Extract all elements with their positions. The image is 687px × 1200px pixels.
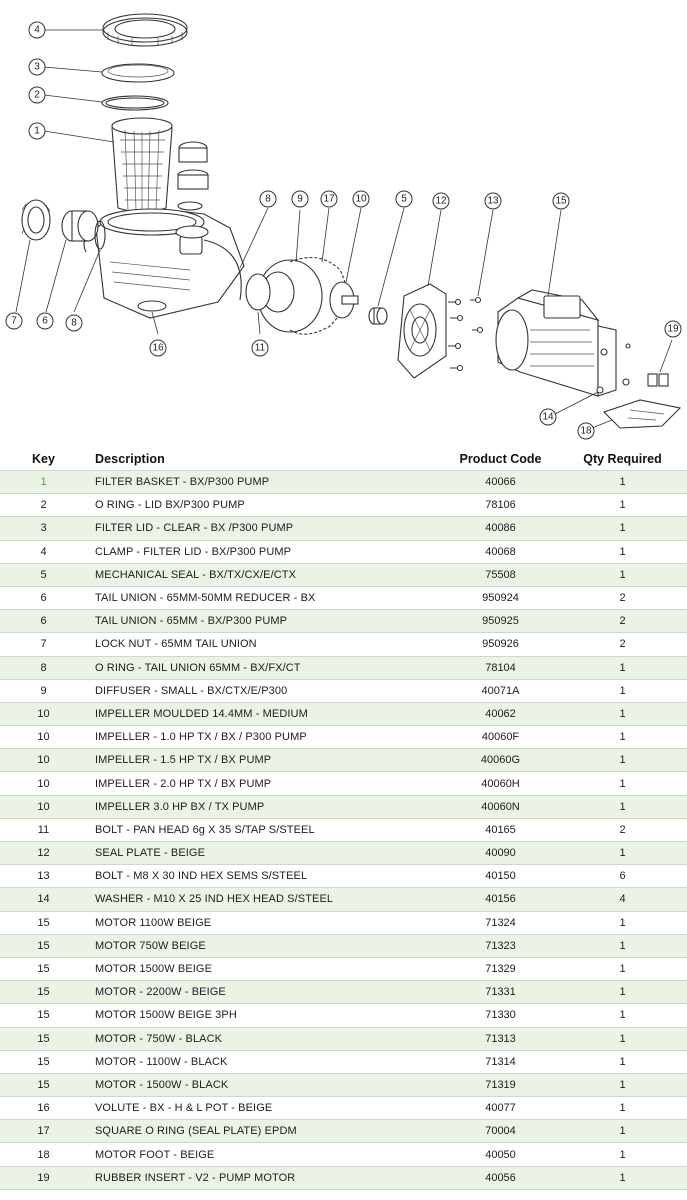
table-row xyxy=(0,1119,687,1142)
cell-key: 10 xyxy=(37,800,50,813)
parts-table xyxy=(0,447,687,1190)
cell-key: 5 xyxy=(40,568,47,581)
cell-key: 15 xyxy=(37,1078,50,1091)
cell-product-code: 40060H xyxy=(481,777,520,790)
cell-description: MOTOR - 1100W - BLACK xyxy=(95,1055,228,1068)
cell-product-code: 40062 xyxy=(485,707,516,720)
cell-description: O RING - LID BX/P300 PUMP xyxy=(95,499,245,512)
cell-key: 16 xyxy=(37,1102,50,1115)
cell-key: 15 xyxy=(37,1009,50,1022)
cell-key: 15 xyxy=(37,963,50,976)
cell-product-code: 40090 xyxy=(485,847,516,860)
cell-qty: 1 xyxy=(619,847,626,860)
cell-key: 17 xyxy=(37,1125,50,1138)
table-row xyxy=(0,656,687,679)
cell-key: 12 xyxy=(37,847,50,860)
table-row xyxy=(0,609,687,632)
cell-key: 6 xyxy=(40,592,47,605)
cell-qty: 1 xyxy=(619,963,626,976)
part-filter-lid xyxy=(102,64,174,82)
svg-text:6: 6 xyxy=(42,315,48,327)
callout-2 xyxy=(29,87,45,103)
callout-13 xyxy=(485,193,501,209)
cell-description: CLAMP - FILTER LID - BX/P300 PUMP xyxy=(95,545,292,558)
table-row xyxy=(0,980,687,1003)
svg-text:3: 3 xyxy=(34,61,40,73)
parts-table-header xyxy=(0,447,687,470)
callout-17 xyxy=(321,191,337,207)
svg-text:19: 19 xyxy=(667,323,679,335)
table-row xyxy=(0,748,687,771)
callout-14 xyxy=(540,409,556,425)
table-row xyxy=(0,1050,687,1073)
cell-product-code: 950924 xyxy=(482,592,519,605)
part-filter-basket xyxy=(112,118,172,212)
part-diffuser xyxy=(246,260,322,332)
callout-8-left xyxy=(66,315,82,331)
cell-description: MOTOR 1100W BEIGE xyxy=(95,916,212,929)
cell-qty: 1 xyxy=(619,1125,626,1138)
callout-6 xyxy=(37,313,53,329)
callout-16 xyxy=(150,340,166,356)
table-row xyxy=(0,934,687,957)
cell-description: IMPELLER MOULDED 14.4MM - MEDIUM xyxy=(95,707,308,720)
callout-10 xyxy=(353,191,369,207)
svg-text:13: 13 xyxy=(487,195,499,207)
cell-key: 10 xyxy=(37,777,50,790)
cell-qty: 2 xyxy=(619,638,626,651)
table-row xyxy=(0,1096,687,1119)
svg-text:7: 7 xyxy=(11,315,17,327)
table-row xyxy=(0,679,687,702)
callout-15 xyxy=(553,193,569,209)
callout-5 xyxy=(396,191,412,207)
cell-description: MOTOR - 750W - BLACK xyxy=(95,1032,223,1045)
cell-key: 10 xyxy=(37,754,50,767)
cell-product-code: 71323 xyxy=(485,939,516,952)
table-row xyxy=(0,864,687,887)
part-mechanical-seal xyxy=(369,308,387,324)
cell-product-code: 71331 xyxy=(485,986,516,999)
cell-qty: 1 xyxy=(619,568,626,581)
cell-description: VOLUTE - BX - H & L POT - BEIGE xyxy=(95,1102,273,1115)
cell-qty: 1 xyxy=(619,522,626,535)
cell-product-code: 78106 xyxy=(485,499,516,512)
svg-text:14: 14 xyxy=(542,411,554,423)
cell-description: SEAL PLATE - BEIGE xyxy=(95,847,206,860)
cell-product-code: 71329 xyxy=(485,963,516,976)
part-bolts xyxy=(448,298,483,371)
cell-key: 1 xyxy=(40,476,47,489)
cell-qty: 1 xyxy=(619,939,626,952)
table-row xyxy=(0,1142,687,1165)
cell-qty: 2 xyxy=(619,615,626,628)
table-row xyxy=(0,1073,687,1096)
svg-text:17: 17 xyxy=(323,193,335,205)
cell-product-code: 40086 xyxy=(485,522,516,535)
cell-description: WASHER - M10 X 25 IND HEX HEAD S/STEEL xyxy=(95,893,334,906)
cell-product-code: 950926 xyxy=(482,638,519,651)
table-row xyxy=(0,771,687,794)
header-description: Description xyxy=(95,451,165,466)
cell-product-code: 40156 xyxy=(485,893,516,906)
cell-description: BOLT - M8 X 30 IND HEX SEMS S/STEEL xyxy=(95,870,308,883)
cell-description: DIFFUSER - SMALL - BX/CTX/E/P300 xyxy=(95,684,288,697)
part-seal-plate xyxy=(398,284,446,378)
cell-qty: 1 xyxy=(619,916,626,929)
cell-qty: 4 xyxy=(619,893,626,906)
svg-text:2: 2 xyxy=(34,89,40,101)
cell-key: 14 xyxy=(37,893,50,906)
cell-product-code: 78104 xyxy=(485,661,516,674)
cell-key: 10 xyxy=(37,731,50,744)
table-row xyxy=(0,632,687,655)
cell-key: 2 xyxy=(40,499,47,512)
part-tail-union xyxy=(62,211,98,241)
cell-description: MOTOR 1500W BEIGE xyxy=(95,963,213,976)
cell-key: 18 xyxy=(37,1148,50,1161)
cell-qty: 1 xyxy=(619,1032,626,1045)
cell-key: 6 xyxy=(40,615,47,628)
table-row xyxy=(0,702,687,725)
svg-text:11: 11 xyxy=(254,342,266,354)
svg-text:9: 9 xyxy=(297,193,303,205)
table-row xyxy=(0,586,687,609)
table-row xyxy=(0,725,687,748)
part-clamp-filter-lid xyxy=(103,14,187,46)
cell-description: MOTOR - 1500W - BLACK xyxy=(95,1078,229,1091)
cell-qty: 1 xyxy=(619,1009,626,1022)
header-key: Key xyxy=(32,451,55,466)
svg-text:5: 5 xyxy=(401,193,407,205)
cell-description: FILTER LID - CLEAR - BX /P300 PUMP xyxy=(95,522,294,535)
cell-product-code: 40060G xyxy=(480,754,521,767)
cell-description: SQUARE O RING (SEAL PLATE) EPDM xyxy=(95,1125,297,1138)
exploded-pump-diagram xyxy=(0,0,687,445)
cell-product-code: 40165 xyxy=(485,823,516,836)
cell-description: O RING - TAIL UNION 65MM - BX/FX/CT xyxy=(95,661,301,674)
part-motor xyxy=(496,290,630,396)
part-impeller xyxy=(330,282,358,318)
cell-product-code: 71313 xyxy=(485,1032,516,1045)
cell-qty: 1 xyxy=(619,1055,626,1068)
table-row xyxy=(0,887,687,910)
cell-key: 15 xyxy=(37,986,50,999)
parts-table-body xyxy=(0,470,687,1190)
cell-description: MOTOR 750W BEIGE xyxy=(95,939,206,952)
cell-description: MOTOR 1500W BEIGE 3PH xyxy=(95,1009,237,1022)
callout-12 xyxy=(433,193,449,209)
cell-description: TAIL UNION - 65MM-50MM REDUCER - BX xyxy=(95,592,316,605)
cell-product-code: 75508 xyxy=(485,568,516,581)
cell-key: 9 xyxy=(40,684,47,697)
cell-description: MOTOR FOOT - BEIGE xyxy=(95,1148,215,1161)
cell-qty: 1 xyxy=(619,545,626,558)
svg-text:1: 1 xyxy=(34,125,40,137)
table-row xyxy=(0,841,687,864)
svg-text:15: 15 xyxy=(555,195,567,207)
cell-key: 4 xyxy=(40,545,47,558)
cell-key: 15 xyxy=(37,1055,50,1068)
part-rubber-insert xyxy=(648,374,668,386)
cell-product-code: 40077 xyxy=(485,1102,516,1115)
cell-key: 15 xyxy=(37,1032,50,1045)
callout-11 xyxy=(252,340,268,356)
cell-qty: 1 xyxy=(619,986,626,999)
part-o-ring-lid xyxy=(102,96,168,110)
cell-key: 15 xyxy=(37,916,50,929)
cell-product-code: 71319 xyxy=(485,1078,516,1091)
cell-product-code: 71330 xyxy=(485,1009,516,1022)
cell-description: MECHANICAL SEAL - BX/TX/CX/E/CTX xyxy=(95,568,297,581)
cell-description: MOTOR - 2200W - BEIGE xyxy=(95,986,226,999)
part-lock-nut xyxy=(22,200,50,240)
table-row xyxy=(0,1166,687,1189)
cell-qty: 1 xyxy=(619,777,626,790)
svg-text:12: 12 xyxy=(435,195,447,207)
cell-qty: 1 xyxy=(619,731,626,744)
svg-text:4: 4 xyxy=(34,24,40,36)
cell-description: TAIL UNION - 65MM - BX/P300 PUMP xyxy=(95,615,288,628)
svg-text:18: 18 xyxy=(580,425,592,437)
cell-description: RUBBER INSERT - V2 - PUMP MOTOR xyxy=(95,1171,296,1184)
cell-description: FILTER BASKET - BX/P300 PUMP xyxy=(95,476,270,489)
part-drain-fittings xyxy=(178,142,208,210)
cell-product-code: 71314 xyxy=(485,1055,516,1068)
cell-description: LOCK NUT - 65MM TAIL UNION xyxy=(95,638,257,651)
cell-product-code: 40150 xyxy=(485,870,516,883)
cell-key: 8 xyxy=(40,661,47,674)
callout-4 xyxy=(29,22,45,38)
cell-qty: 1 xyxy=(619,499,626,512)
header-product-code: Product Code xyxy=(459,451,542,466)
cell-qty: 1 xyxy=(619,476,626,489)
callout-9 xyxy=(292,191,308,207)
svg-text:8: 8 xyxy=(71,317,77,329)
cell-qty: 6 xyxy=(619,870,626,883)
svg-text:10: 10 xyxy=(355,193,367,205)
cell-product-code: 70004 xyxy=(485,1125,516,1138)
cell-qty: 1 xyxy=(619,1171,626,1184)
table-row xyxy=(0,1027,687,1050)
cell-product-code: 40060N xyxy=(481,800,520,813)
cell-key: 19 xyxy=(37,1171,50,1184)
cell-qty: 1 xyxy=(619,800,626,813)
cell-product-code: 40050 xyxy=(485,1148,516,1161)
cell-qty: 1 xyxy=(619,684,626,697)
cell-key: 10 xyxy=(37,707,50,720)
cell-product-code: 40060F xyxy=(481,731,520,744)
cell-product-code: 71324 xyxy=(485,916,516,929)
cell-qty: 1 xyxy=(619,1078,626,1091)
cell-key: 7 xyxy=(40,638,47,651)
cell-qty: 1 xyxy=(619,661,626,674)
cell-product-code: 40066 xyxy=(485,476,516,489)
svg-text:8: 8 xyxy=(265,193,271,205)
cell-description: IMPELLER - 1.0 HP TX / BX / P300 PUMP xyxy=(95,731,307,744)
cell-description: IMPELLER 3.0 HP BX / TX PUMP xyxy=(95,800,265,813)
cell-product-code: 40071A xyxy=(481,684,520,697)
cell-qty: 1 xyxy=(619,1102,626,1115)
table-row xyxy=(0,563,687,586)
table-row xyxy=(0,795,687,818)
cell-description: IMPELLER - 2.0 HP TX / BX PUMP xyxy=(95,777,272,790)
callout-1 xyxy=(29,123,45,139)
cell-description: IMPELLER - 1.5 HP TX / BX PUMP xyxy=(95,754,272,767)
svg-text:16: 16 xyxy=(152,342,164,354)
part-motor-foot xyxy=(604,400,680,428)
cell-qty: 2 xyxy=(619,592,626,605)
table-row xyxy=(0,470,687,493)
cell-key: 13 xyxy=(37,870,50,883)
table-row xyxy=(0,818,687,841)
callout-7 xyxy=(6,313,22,329)
table-row xyxy=(0,911,687,934)
callout-8-right xyxy=(260,191,276,207)
table-row xyxy=(0,516,687,539)
cell-key: 15 xyxy=(37,939,50,952)
callout-18 xyxy=(578,423,594,439)
table-row xyxy=(0,1003,687,1026)
cell-key: 11 xyxy=(37,823,50,836)
cell-product-code: 950925 xyxy=(482,615,519,628)
cell-key: 3 xyxy=(40,522,47,535)
cell-qty: 2 xyxy=(619,823,626,836)
callout-3 xyxy=(29,59,45,75)
cell-description: BOLT - PAN HEAD 6g X 35 S/TAP S/STEEL xyxy=(95,823,315,836)
part-volute-body xyxy=(84,209,244,318)
table-row xyxy=(0,540,687,563)
cell-product-code: 40068 xyxy=(485,545,516,558)
header-qty-required: Qty Required xyxy=(583,451,662,466)
cell-qty: 1 xyxy=(619,707,626,720)
callout-19 xyxy=(665,321,681,337)
table-row xyxy=(0,493,687,516)
cell-qty: 1 xyxy=(619,1148,626,1161)
cell-product-code: 40056 xyxy=(485,1171,516,1184)
table-row xyxy=(0,957,687,980)
cell-qty: 1 xyxy=(619,754,626,767)
